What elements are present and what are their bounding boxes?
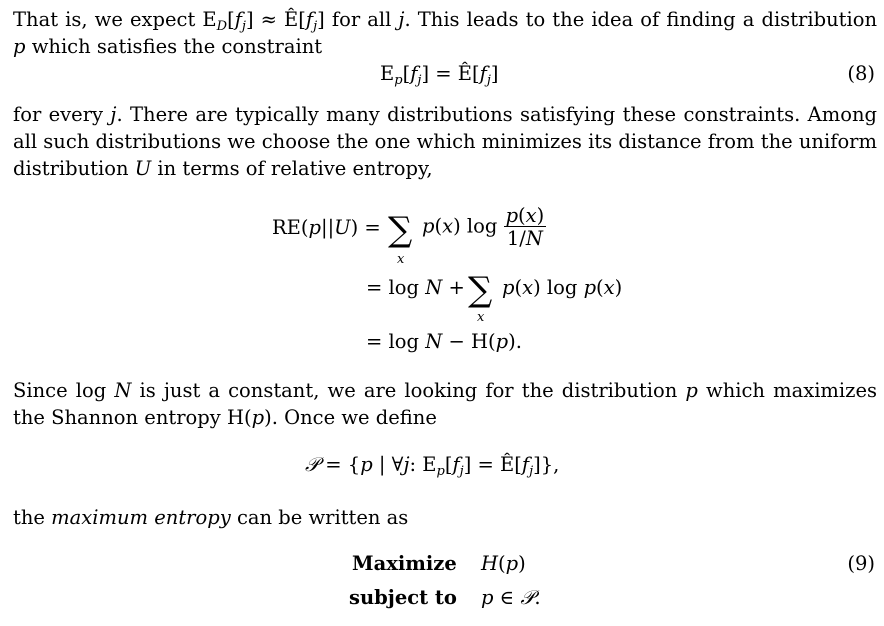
text: . There are typically many distributions satisfying these constraints. Among all such distributions we choose the one which minimizes its distance from the uniform distribution — [13, 103, 877, 180]
math-inline: U — [134, 157, 152, 180]
paragraph-expectation — [13, 6, 877, 60]
text: in terms of relative entropy, — [157, 157, 433, 180]
text: . This leads to the idea of finding a distribution — [404, 8, 878, 31]
emphasis-text: maximum entropy — [51, 506, 231, 529]
math-inline: $E_D[f_j]$ ≈ $Ê[f_j]$ — [202, 8, 325, 34]
text: for every — [13, 103, 104, 126]
text: . Once we define — [271, 406, 437, 429]
text: Since — [13, 379, 68, 402]
text: can be written as — [236, 506, 409, 529]
paper-page: That is, we expect $E_D[f_j]$ ≈ $Ê[f_j]$ for all j. This leads to the idea of finding a distribution p which satisfies the constraint $E_p[f_j]$ = $Ê[f_j]$ (8) for every j. There are typically many distributions satisfying these constraints. Among all such distributions we choose the one which minimizes its distance from the uniform distribution U in terms of relative entropy, RE(p||U) = ∑ x p(x) log $\frac{p(x)}{1/N}$ = log N + ∑ x p(x) log p(x) = log N − H(p). Since log N is just a constant, we are looking for the distribution p which maximizes the Shannon entropy H(p). Once we define 𝒫 = {p | ∀j: $E_p[f_j]$ = $Ê[f_j]$}, the maximum entropy can be written as Maximize H(p) subject to p ∈ 𝒫. (9) — [13, 8, 878, 609]
text: the — [13, 506, 45, 529]
equation-set-definition: 𝒫 = {p | ∀j: $E_p[f_j]$ = $Ê[f_j]$}, — [305, 453, 560, 479]
math-inline: p — [13, 35, 26, 58]
math-inline: j — [110, 103, 117, 126]
paragraph-max-entropy — [13, 504, 877, 531]
text: for all — [331, 8, 392, 31]
math-inline: j — [398, 8, 405, 31]
math-inline: H(p) — [227, 406, 272, 429]
equation-number: (8) — [847, 62, 875, 85]
text: That is, we expect — [13, 8, 196, 31]
paragraph-shannon — [13, 377, 877, 431]
text: is just a constant, we are looking for the distribution — [139, 379, 678, 402]
math-inline: p — [685, 379, 698, 402]
text: which satisfies the constraint — [31, 35, 323, 58]
subject-to-label: subject to — [349, 586, 457, 609]
maximize-label: Maximize — [352, 552, 457, 575]
text: which maximizes the Shannon entropy — [13, 379, 877, 429]
equation-number: (9) — [847, 552, 875, 575]
math-inline: log N — [75, 379, 132, 402]
paragraph-constraints — [13, 101, 877, 182]
equation-8: $E_p[f_j]$ = $Ê[f_j]$ — [380, 62, 499, 88]
